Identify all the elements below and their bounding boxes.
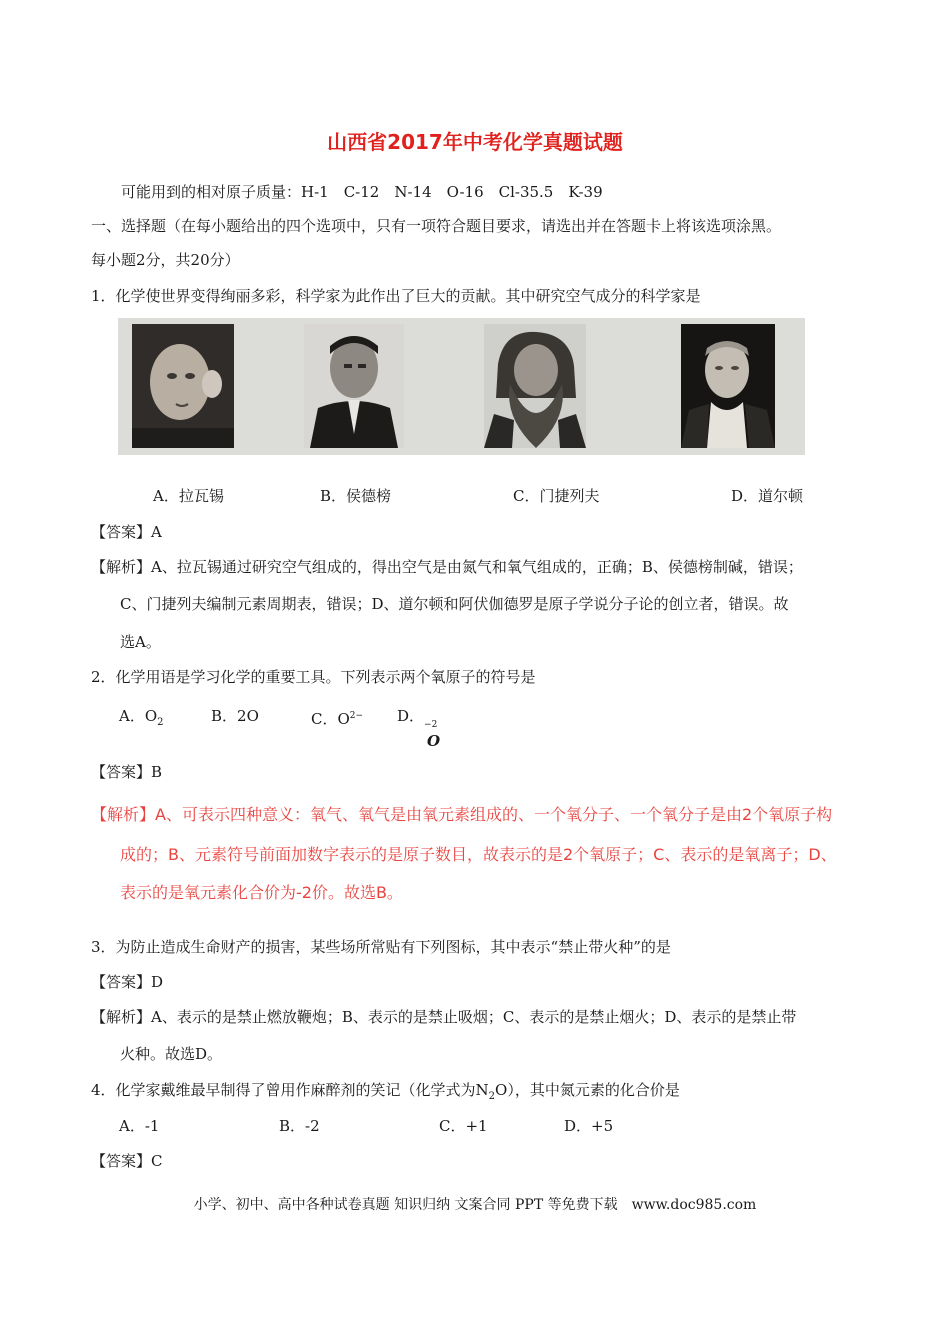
portrait-hou-debang bbox=[304, 324, 404, 448]
q1-stem: 1．化学使世界变得绚丽多彩，科学家为此作出了巨大的贡献。其中研究空气成分的科学家是 bbox=[91, 287, 701, 305]
q2-option-c-superscript: 2− bbox=[349, 711, 364, 721]
q1-analysis-line1: 【解析】A、拉瓦锡通过研究空气组成的，得出空气是由氮气和氧气组成的，正确；B、侯德榜制碱，错误； bbox=[91, 558, 803, 576]
q3-answer: 【答案】D bbox=[91, 973, 164, 991]
q3-analysis-line1: 【解析】A、表示的是禁止燃放鞭炮；B、表示的是禁止吸烟；C、表示的是禁止烟火；D、表示的是禁止带 bbox=[91, 1008, 797, 1026]
q4-option-b: B．-2 bbox=[279, 1117, 320, 1135]
q1-option-c: C．门捷列夫 bbox=[513, 487, 600, 505]
q4-option-d: D．+5 bbox=[564, 1117, 614, 1135]
section-heading: 一、选择题（在每小题给出的四个选项中，只有一项符合题目要求，请选出并在答题卡上将该选项涂黑。 bbox=[91, 217, 782, 235]
q2-option-d-label: D． bbox=[397, 707, 425, 725]
q4-stem bbox=[91, 1080, 680, 1107]
q4-stem-subscript: 2 bbox=[488, 1091, 496, 1102]
q2-option-c-label: C．O bbox=[311, 710, 350, 728]
q2-option-a bbox=[119, 706, 164, 733]
q2-option-a-label: A． bbox=[119, 707, 145, 725]
q1-option-d: D．道尔顿 bbox=[731, 487, 804, 505]
q2-option-d-charge: −2 bbox=[424, 720, 438, 730]
page-footer: 小学、初中、高中各种试卷真题 知识归纳 文案合同 PPT 等免费下载 www.doc985.com bbox=[193, 1197, 757, 1213]
q2-analysis-line1: 【解析】A、可表示四种意义：氧气、氧气是由氧元素组成的、一个氧分子、一个氧分子是由2个氧原子构 bbox=[91, 805, 833, 824]
q2-option-c bbox=[311, 706, 363, 729]
q1-analysis-line2: C、门捷列夫编制元素周期表，错误；D、道尔顿和阿伏伽德罗是原子学说分子论的创立者，错误。故 bbox=[120, 595, 789, 613]
scientist-photos bbox=[118, 318, 805, 455]
q2-option-b: B．2O bbox=[211, 707, 259, 725]
q4-option-a: A．-1 bbox=[119, 1117, 160, 1135]
section-heading-cont: 每小题2分，共20分） bbox=[91, 251, 240, 269]
q2-answer: 【答案】B bbox=[91, 763, 163, 781]
page-title: 山西省2017年中考化学真题试题 bbox=[327, 130, 623, 154]
q2-option-a-symbol: O bbox=[144, 707, 158, 725]
portrait-mendeleev bbox=[484, 324, 586, 448]
q4-stem-post: O），其中氮元素的化合价是 bbox=[495, 1081, 680, 1099]
q4-stem-pre: 4．化学家戴维最早制得了曾用作麻醉剂的笑记（化学式为N bbox=[91, 1081, 489, 1099]
q4-answer: 【答案】C bbox=[91, 1152, 163, 1170]
q2-option-d bbox=[397, 706, 441, 750]
q1-option-a: A．拉瓦锡 bbox=[153, 487, 224, 505]
q2-analysis-line3: 表示的是氧元素化合价为-2价。故选B。 bbox=[120, 883, 403, 902]
portrait-lavoisier bbox=[132, 324, 234, 448]
q3-stem: 3．为防止造成生命财产的损害，某些场所常贴有下列图标，其中表示“禁止带火种”的是 bbox=[91, 938, 671, 956]
atomic-masses: 可能用到的相对原子质量：H-1 C-12 N-14 O-16 Cl-35.5 K-39 bbox=[121, 183, 603, 201]
portrait-dalton bbox=[681, 324, 775, 448]
q3-analysis-line2: 火种。故选D。 bbox=[120, 1045, 223, 1063]
q2-analysis-line2: 成的；B、元素符号前面加数字表示的是原子数目，故表示的是2个氧原子；C、表示的是氧离子；D、 bbox=[120, 845, 837, 864]
q1-option-b: B．侯德榜 bbox=[320, 487, 392, 505]
q1-answer: 【答案】A bbox=[91, 523, 162, 541]
q2-option-a-subscript: 2 bbox=[157, 717, 164, 728]
q2-option-d-symbol: O bbox=[427, 732, 441, 750]
q2-stem: 2．化学用语是学习化学的重要工具。下列表示两个氧原子的符号是 bbox=[91, 668, 536, 686]
q4-option-c: C．+1 bbox=[439, 1117, 488, 1135]
q1-analysis-line3: 选A。 bbox=[120, 633, 161, 651]
